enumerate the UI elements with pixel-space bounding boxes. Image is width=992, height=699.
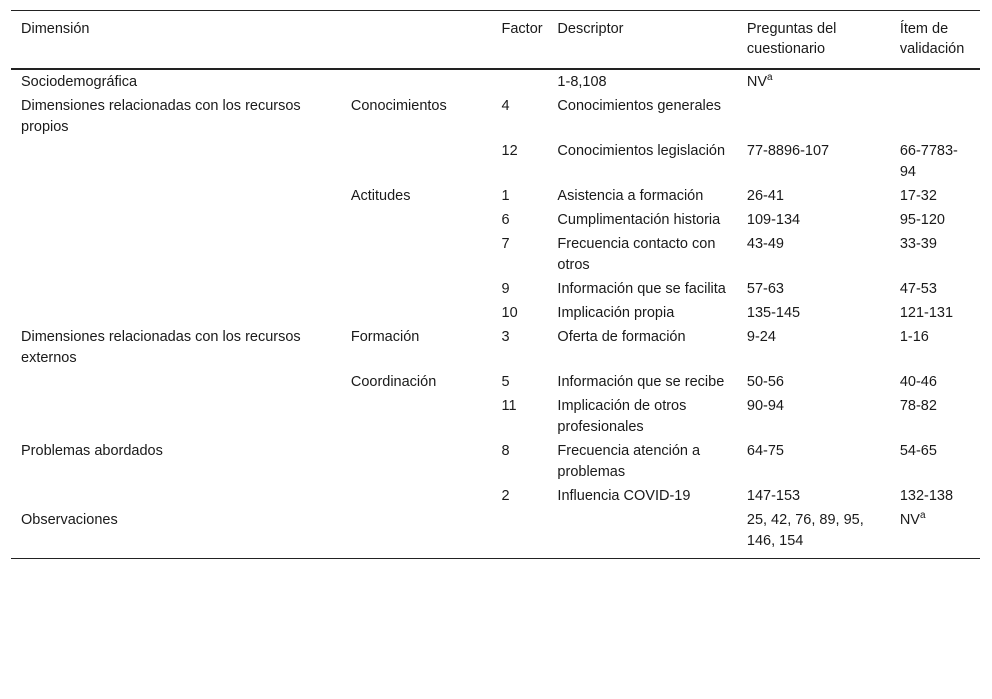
cell-descriptor-text: Información que se recibe [557,374,725,390]
footnote-marker: a [919,510,926,522]
cell-factor [492,185,548,209]
table-row [11,302,980,326]
cell-item-validacion-text: 40-46 [899,374,937,390]
cell-factor-text: 9 [501,281,510,297]
cell-descriptor [547,278,736,302]
cell-descriptor-text: Asistencia a formación [557,188,704,204]
cell-subdimension [341,395,492,440]
cell-factor [492,485,548,509]
header-descriptor: Descriptor [557,21,624,37]
cell-dimension-text: Sociodemográfica [21,74,138,90]
header-item-validacion: Ítem de validación [899,21,965,57]
cell-preguntas [737,233,890,278]
cell-preguntas [737,69,890,95]
cell-preguntas [737,326,890,371]
cell-descriptor-text: 1-8,108 [557,74,607,90]
cell-subdimension [341,371,492,395]
cell-descriptor [547,233,736,278]
cell-item-validacion [890,233,980,278]
cell-dimension [11,395,341,440]
cell-item-validacion-text: 17-32 [899,188,937,204]
cell-subdimension [341,209,492,233]
cell-preguntas-text: 64-75 [746,443,784,459]
cell-factor-text: 12 [501,143,518,159]
cell-item-validacion-text: 1-16 [899,329,929,345]
cell-preguntas-text: 43-49 [746,236,784,252]
table-body [11,69,980,559]
cell-factor [492,326,548,371]
cell-descriptor [547,326,736,371]
cell-item-validacion-text: 66-7783-94 [899,143,958,180]
cell-preguntas-text: 9-24 [746,329,776,345]
cell-factor-text: 4 [501,98,510,114]
cell-descriptor-text: Implicación de otros profesionales [557,398,687,435]
cell-descriptor [547,509,736,559]
cell-descriptor [547,140,736,185]
cell-item-validacion-text: NV [899,512,920,528]
cell-factor [492,233,548,278]
cell-preguntas-text: NV [746,74,768,90]
cell-factor-text: 3 [501,329,510,345]
cell-subdimension [341,278,492,302]
cell-item-validacion [890,371,980,395]
table-row [11,371,980,395]
cell-preguntas-text: 26-41 [746,188,784,204]
cell-dimension [11,95,341,140]
cell-dimension [11,209,341,233]
header-dimension: Dimensión [21,21,90,37]
table-row [11,440,980,485]
table-row [11,233,980,278]
cell-subdimension [341,440,492,485]
table-row [11,95,980,140]
table-row [11,278,980,302]
cell-dimension [11,326,341,371]
cell-descriptor [547,395,736,440]
cell-preguntas [737,278,890,302]
table-row [11,69,980,95]
cell-preguntas-text: 57-63 [746,281,784,297]
table-row [11,509,980,559]
cell-item-validacion [890,326,980,371]
cell-descriptor [547,485,736,509]
cell-dimension-text: Dimensiones relacionadas con los recursos externos [21,329,301,366]
dimensions-table [11,10,980,559]
cell-preguntas [737,140,890,185]
cell-descriptor [547,209,736,233]
cell-dimension [11,509,341,559]
cell-factor-text: 5 [501,374,510,390]
cell-factor [492,95,548,140]
cell-descriptor [547,95,736,140]
cell-preguntas-text: 77-8896-107 [746,143,830,159]
cell-item-validacion-text: 78-82 [899,398,937,414]
cell-dimension [11,69,341,95]
cell-subdimension [341,140,492,185]
cell-factor [492,140,548,185]
cell-dimension [11,140,341,185]
table-header-row [11,11,980,70]
cell-factor-text: 7 [501,236,510,252]
cell-factor [492,371,548,395]
header-factor: Factor [501,21,543,37]
cell-descriptor [547,440,736,485]
cell-subdimension-text: Formación [350,329,420,345]
cell-dimension [11,185,341,209]
cell-dimension [11,233,341,278]
cell-preguntas-text: 135-145 [746,305,801,321]
cell-dimension [11,302,341,326]
table-row [11,140,980,185]
cell-item-validacion [890,509,980,559]
cell-factor [492,69,548,95]
cell-subdimension [341,233,492,278]
cell-subdimension [341,69,492,95]
cell-descriptor [547,69,736,95]
cell-subdimension-text: Coordinación [350,374,437,390]
cell-factor [492,509,548,559]
cell-preguntas [737,209,890,233]
cell-descriptor-text: Influencia COVID-19 [557,488,691,504]
table-container [11,10,980,559]
cell-descriptor-text: Conocimientos generales [557,98,722,114]
table-row [11,185,980,209]
cell-preguntas [737,485,890,509]
cell-factor [492,278,548,302]
cell-dimension [11,278,341,302]
cell-item-validacion-text: 54-65 [899,443,937,459]
cell-dimension [11,371,341,395]
cell-preguntas-text: 90-94 [746,398,784,414]
cell-descriptor-text: Implicación propia [557,305,675,321]
cell-preguntas [737,395,890,440]
cell-preguntas [737,95,890,140]
cell-item-validacion [890,140,980,185]
cell-factor-text: 2 [501,488,510,504]
table-row [11,485,980,509]
cell-preguntas-text: 109-134 [746,212,801,228]
header-subdimension [341,11,492,70]
table-row [11,395,980,440]
cell-preguntas-text: 50-56 [746,374,784,390]
cell-subdimension [341,185,492,209]
cell-descriptor-text: Frecuencia contacto con otros [557,236,716,273]
cell-item-validacion-text: 33-39 [899,236,937,252]
table-row [11,326,980,371]
cell-preguntas [737,185,890,209]
cell-item-validacion [890,302,980,326]
cell-descriptor-text: Frecuencia atención a problemas [557,443,701,480]
cell-dimension [11,485,341,509]
cell-descriptor [547,302,736,326]
cell-item-validacion [890,185,980,209]
cell-factor [492,440,548,485]
cell-item-validacion [890,209,980,233]
cell-preguntas [737,302,890,326]
cell-factor [492,209,548,233]
table-row [11,209,980,233]
cell-factor-text: 11 [501,398,517,414]
cell-factor [492,395,548,440]
cell-dimension-text: Observaciones [21,512,118,528]
cell-item-validacion [890,69,980,95]
cell-subdimension [341,509,492,559]
cell-dimension-text: Problemas abordados [21,443,163,459]
cell-factor [492,302,548,326]
cell-item-validacion-text: 132-138 [899,488,954,504]
cell-item-validacion [890,395,980,440]
header-preguntas: Preguntas del cuestionario [746,21,837,57]
cell-factor-text: 1 [501,188,510,204]
cell-item-validacion-text: 95-120 [899,212,945,228]
cell-factor-text: 8 [501,443,510,459]
cell-descriptor-text: Oferta de formación [557,329,686,345]
cell-factor-text: 10 [501,305,518,321]
cell-factor-text: 6 [501,212,510,228]
cell-descriptor [547,185,736,209]
cell-preguntas-text: 25, 42, 76, 89, 95, 146, 154 [746,512,864,549]
cell-item-validacion [890,440,980,485]
cell-dimension [11,440,341,485]
cell-subdimension [341,302,492,326]
cell-descriptor [547,371,736,395]
cell-item-validacion-text: 47-53 [899,281,937,297]
cell-item-validacion [890,278,980,302]
cell-subdimension [341,326,492,371]
cell-subdimension [341,485,492,509]
cell-subdimension-text: Actitudes [350,188,411,204]
cell-item-validacion [890,95,980,140]
cell-dimension-text: Dimensiones relacionadas con los recursos propios [21,98,301,135]
cell-preguntas-text: 147-153 [746,488,801,504]
cell-preguntas [737,440,890,485]
cell-subdimension [341,95,492,140]
cell-descriptor-text: Información que se facilita [557,281,726,297]
footnote-marker: a [767,72,773,84]
cell-subdimension-text: Conocimientos [350,98,447,114]
cell-descriptor-text: Cumplimentación historia [557,212,721,228]
cell-preguntas [737,509,890,559]
cell-preguntas [737,371,890,395]
cell-item-validacion [890,485,980,509]
cell-item-validacion-text: 121-131 [899,305,954,321]
cell-descriptor-text: Conocimientos legislación [557,143,726,159]
